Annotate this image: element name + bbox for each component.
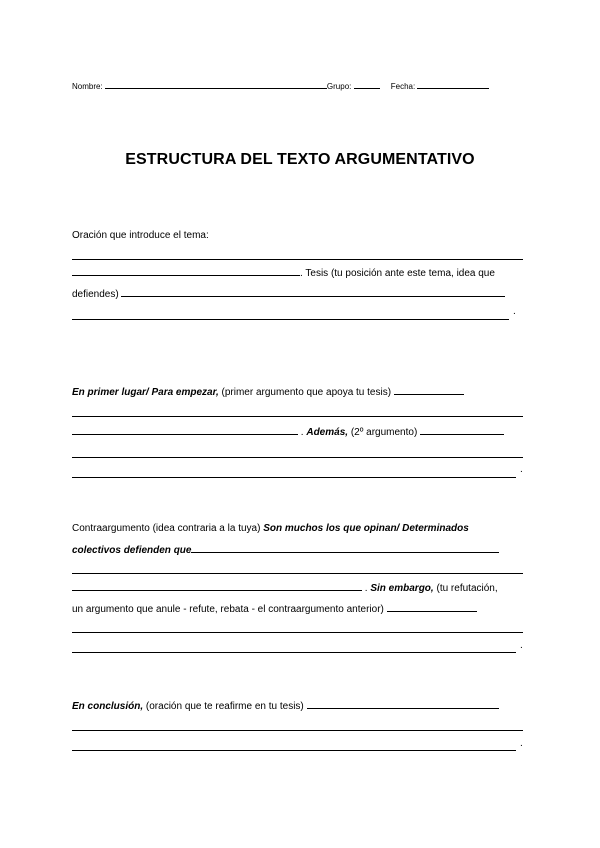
refute-line-2[interactable] xyxy=(72,632,523,633)
counter-cont-row xyxy=(72,543,524,557)
counter-line-2[interactable] xyxy=(72,573,523,574)
date-field[interactable] xyxy=(417,80,489,89)
arg1-line-2[interactable] xyxy=(72,416,523,417)
refute-desc: (tu refutación, xyxy=(436,583,498,594)
refute-line-1[interactable] xyxy=(387,602,477,612)
group-label: Grupo: xyxy=(326,82,352,91)
date-label: Fecha: xyxy=(390,82,416,91)
thesis-cont-row xyxy=(72,287,524,301)
arg2-line-1[interactable] xyxy=(420,425,504,435)
counter-prompt: Contraargumento (idea contraria a la tuya) xyxy=(72,523,261,534)
arg2-desc: (2º argumento) xyxy=(350,427,418,438)
counter-row xyxy=(72,522,524,536)
page-title: ESTRUCTURA DEL TEXTO ARGUMENTATIVO xyxy=(125,151,475,168)
counter-connector-cont: colectivos defienden que xyxy=(72,545,192,556)
refute-cont-row xyxy=(72,602,524,616)
thesis-line-2[interactable] xyxy=(72,319,509,320)
refute-desc-cont: un argumento que anule - refute, rebata - el contraargumento anterior) xyxy=(72,604,384,615)
thesis-text: . Tesis (tu posición ante este tema, idea que xyxy=(300,268,495,279)
thesis-cont: defiendes) xyxy=(72,289,119,300)
arg1-connector: En primer lugar/ Para empezar, xyxy=(72,387,219,398)
group-field[interactable] xyxy=(354,80,380,89)
intro-line-1[interactable] xyxy=(72,259,523,260)
conclusion-end-dot: . xyxy=(520,738,523,749)
conclusion-desc: (oración que te reafirme en tu tesis) xyxy=(145,701,304,712)
arg1-desc: (primer argumento que apoya tu tesis) xyxy=(221,387,392,398)
conclusion-line-2[interactable] xyxy=(72,730,523,731)
name-field[interactable] xyxy=(105,80,327,89)
name-label: Nombre: xyxy=(72,82,103,91)
counter-connector: Son muchos los que opinan/ Determinados xyxy=(263,523,469,534)
intro-prompt: Oración que introduce el tema: xyxy=(72,230,209,241)
thesis-line-1[interactable] xyxy=(121,287,505,297)
refute-line-3[interactable] xyxy=(72,652,516,653)
counter-line-1[interactable] xyxy=(191,543,499,553)
arg2-line-2[interactable] xyxy=(72,457,523,458)
conclusion-row xyxy=(72,699,524,713)
conclusion-connector: En conclusión, xyxy=(72,701,144,712)
conclusion-line-3[interactable] xyxy=(72,750,516,751)
arg1-row xyxy=(72,385,524,399)
header-line xyxy=(72,80,522,91)
counter-line-3[interactable] xyxy=(72,581,362,591)
arg1-line-1[interactable] xyxy=(394,385,464,395)
counter-end-dot: . xyxy=(520,640,523,651)
arg2-row xyxy=(72,425,524,439)
thesis-row xyxy=(72,266,524,280)
intro-end-dot: . xyxy=(513,306,516,317)
refute-connector: Sin embargo, xyxy=(370,583,434,594)
intro-line-2[interactable] xyxy=(72,266,300,276)
intro-prompt-row xyxy=(72,229,524,243)
arg1-dot: . xyxy=(300,427,304,438)
arg1-line-3[interactable] xyxy=(72,425,298,435)
refute-row xyxy=(72,581,524,595)
counter-dot: . xyxy=(364,583,368,594)
conclusion-line-1[interactable] xyxy=(307,699,499,709)
arguments-end-dot: . xyxy=(520,464,523,475)
arg2-line-3[interactable] xyxy=(72,477,516,478)
arg2-connector: Además, xyxy=(306,427,349,438)
